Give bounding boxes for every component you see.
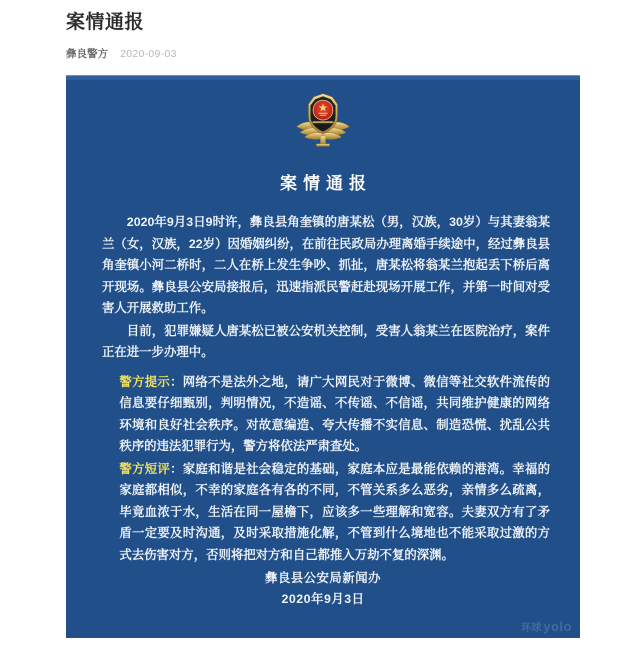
notice-body xyxy=(102,212,550,567)
watermark-cn: 环球 xyxy=(521,623,542,634)
page-title: 案情通报 xyxy=(66,12,145,33)
paragraph-spacer xyxy=(102,365,550,372)
police-comment-paragraph xyxy=(102,459,550,567)
signature-date: 2020年9月3日 xyxy=(281,592,365,606)
panel-top-band xyxy=(66,75,580,80)
police-emblem-icon xyxy=(290,87,356,153)
byline-date: 2020-09-03 xyxy=(120,47,177,60)
police-comment-label: 警方短评 xyxy=(119,461,171,476)
panel-top-hairline xyxy=(66,75,580,76)
byline-source[interactable]: 彝良警方 xyxy=(66,47,108,60)
paragraph-status: 目前，犯罪嫌疑人唐某松已被公安机关控制，受害人翁某兰在医院治疗，案件正在进一步办理中。 xyxy=(102,323,550,359)
article-header xyxy=(0,0,640,60)
signature-block xyxy=(66,568,580,610)
watermark xyxy=(521,619,572,634)
police-comment-separator: ： xyxy=(170,461,183,476)
emblem-container xyxy=(66,87,580,153)
notice-panel xyxy=(66,75,580,638)
byline xyxy=(66,49,640,60)
notice-title: 案情通报 xyxy=(280,174,372,193)
police-comment-text: 家庭和谐是社会稳定的基础，家庭本应是最能依赖的港湾。幸福的家庭都相似，不幸的家庭各有各的不同，不管关系多么恶劣，亲情多么疏离，毕竟血浓于水，生活在同一屋檐下，应该多一些理解和宽容。夫妻双方有了矛盾一定要及时沟通，及时采取措施化解，不管到什么境地也不能采取过激的方式去伤害对方，否则将把对方和自己都推入万劫不复的深渊。 xyxy=(119,461,551,562)
police-tip-separator: ： xyxy=(170,374,183,389)
paragraph-incident: 2020年9月3日9时许，彝良县角奎镇的唐某松（男，汉族，30岁）与其妻翁某兰（女，汉族，22岁）因婚姻纠纷，在前往民政局办理离婚手续途中，经过彝良县角奎镇小河二桥时，二人在桥上发生争吵、抓扯，唐某松将翁某兰抱起丢下桥后离开现场。彝良县公安局接报后，迅速指派民警赶赴现场开展工作，并第一时间对受害人开展救助工作。 xyxy=(102,215,550,315)
police-tip-text: 网络不是法外之地，请广大网民对于微博、微信等社交软件流传的信息要仔细甄别，判明情况，不造谣、不传谣、不信谣，共同维护健康的网络环境和良好社会秩序。对故意编造、夸大传播不实信息、制造恐慌、扰乱公共秩序的违法犯罪行为，警方将依法严肃查处。 xyxy=(119,374,551,453)
police-tip-label: 警方提示 xyxy=(119,374,171,389)
signature-organization: 彝良县公安局新闻办 xyxy=(264,571,381,585)
police-tip-paragraph xyxy=(102,372,550,458)
watermark-latin: yolo xyxy=(543,619,572,634)
